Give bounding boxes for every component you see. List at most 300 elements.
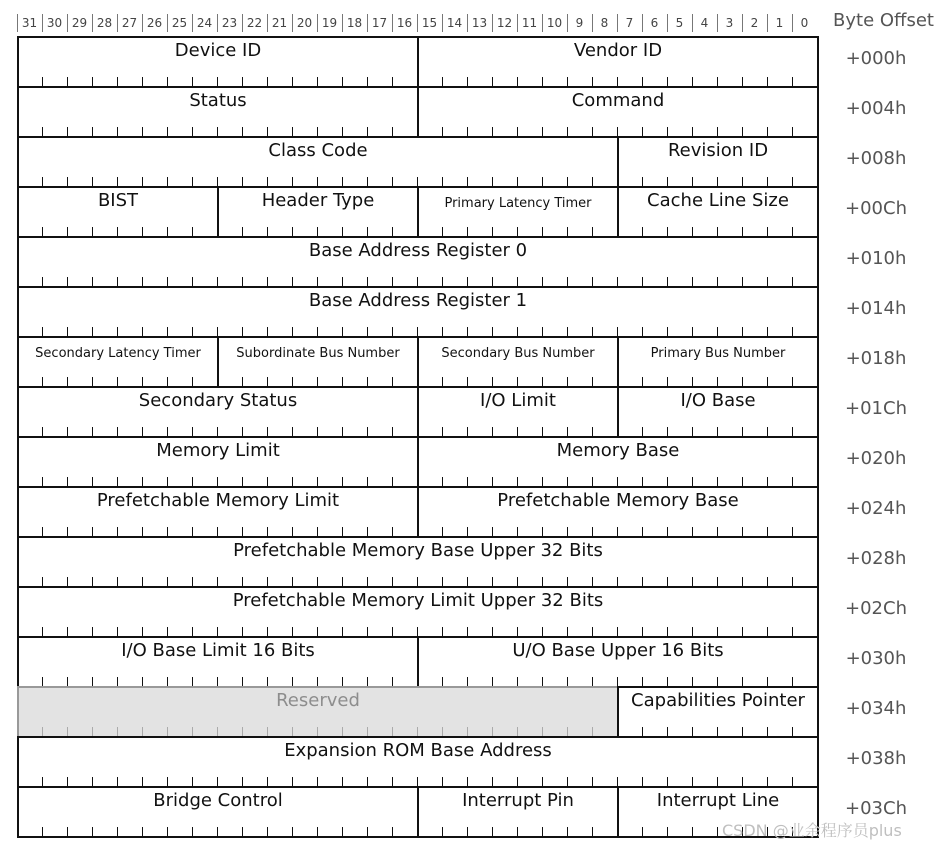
bit-tick <box>192 527 193 536</box>
bit-tick <box>42 577 43 586</box>
bit-tick <box>242 677 243 686</box>
field-label: Prefetchable Memory Limit Upper 32 Bits <box>232 590 604 611</box>
bit-separator <box>442 14 443 32</box>
bit-tick <box>442 177 443 186</box>
bit-tick <box>367 727 368 736</box>
bit-tick <box>292 177 293 186</box>
bit-tick <box>567 827 568 836</box>
bit-tick <box>542 227 543 236</box>
bit-tick <box>142 277 143 286</box>
field-label: Bridge Control <box>153 790 283 811</box>
bit-tick <box>717 477 718 486</box>
bit-tick <box>567 527 568 536</box>
bit-tick <box>242 77 243 86</box>
bit-separator <box>192 14 193 32</box>
bit-tick <box>492 477 493 486</box>
bit-tick <box>217 827 218 836</box>
bit-tick <box>92 327 93 336</box>
bit-tick <box>117 277 118 286</box>
bit-tick <box>567 727 568 736</box>
bit-separator <box>467 14 468 32</box>
bit-tick <box>492 577 493 586</box>
bit-separator <box>567 14 568 32</box>
bit-tick <box>642 327 643 336</box>
register-field <box>17 36 419 88</box>
bit-tick <box>317 477 318 486</box>
bit-tick <box>292 277 293 286</box>
bit-tick <box>117 577 118 586</box>
bit-tick <box>92 127 93 136</box>
bit-tick <box>517 177 518 186</box>
bit-tick <box>717 377 718 386</box>
bit-tick <box>92 677 93 686</box>
bit-tick <box>117 627 118 636</box>
bit-tick <box>192 827 193 836</box>
bit-tick <box>642 77 643 86</box>
field-label: Memory Limit <box>156 440 280 461</box>
field-label: Interrupt Line <box>656 790 780 811</box>
bit-number: 2 <box>750 16 759 30</box>
bit-tick <box>42 527 43 536</box>
bit-tick <box>542 377 543 386</box>
bit-tick <box>442 577 443 586</box>
register-field <box>17 486 419 538</box>
register-field <box>617 686 819 738</box>
bit-tick <box>492 127 493 136</box>
bit-tick <box>667 327 668 336</box>
bit-tick <box>142 827 143 836</box>
bit-tick <box>542 177 543 186</box>
bit-tick <box>642 727 643 736</box>
bit-tick <box>792 177 793 186</box>
bit-number: 30 <box>46 16 63 30</box>
bit-tick <box>392 77 393 86</box>
bit-tick <box>292 477 293 486</box>
bit-tick <box>442 777 443 786</box>
bit-separator <box>142 14 143 32</box>
bit-separator <box>792 14 793 32</box>
bit-tick <box>792 227 793 236</box>
bit-tick <box>742 277 743 286</box>
bit-tick <box>217 727 218 736</box>
bit-tick <box>642 127 643 136</box>
bit-separator <box>167 14 168 32</box>
field-label: Secondary Latency Timer <box>35 346 201 361</box>
bit-tick <box>267 177 268 186</box>
bit-tick <box>117 827 118 836</box>
bit-tick <box>792 277 793 286</box>
bit-tick <box>767 427 768 436</box>
bit-tick <box>717 427 718 436</box>
bit-tick <box>467 827 468 836</box>
bit-tick <box>467 527 468 536</box>
bit-tick <box>792 327 793 336</box>
bit-number: 27 <box>121 16 138 30</box>
register-field <box>417 36 819 88</box>
field-label: Capabilities Pointer <box>631 690 805 711</box>
register-field <box>417 636 819 688</box>
bit-tick <box>492 627 493 636</box>
field-label: U/O Base Upper 16 Bits <box>512 640 724 661</box>
bit-number: 31 <box>21 16 38 30</box>
bit-number: 29 <box>71 16 88 30</box>
bit-tick <box>767 727 768 736</box>
bit-tick <box>467 327 468 336</box>
bit-tick <box>142 177 143 186</box>
bit-tick <box>92 427 93 436</box>
bit-tick <box>667 77 668 86</box>
bit-tick <box>442 77 443 86</box>
watermark: CSDN @业余程序员plus <box>722 821 902 840</box>
field-label: Device ID <box>174 40 262 61</box>
register-field <box>217 336 419 388</box>
bit-tick <box>542 777 543 786</box>
bit-tick <box>542 277 543 286</box>
bit-tick <box>167 577 168 586</box>
bit-tick <box>517 277 518 286</box>
bit-tick <box>592 827 593 836</box>
bit-tick <box>267 427 268 436</box>
bit-tick <box>667 727 668 736</box>
bit-tick <box>517 677 518 686</box>
bit-number: 28 <box>96 16 113 30</box>
bit-tick <box>117 377 118 386</box>
bit-tick <box>742 177 743 186</box>
bit-tick <box>367 127 368 136</box>
bit-tick <box>242 427 243 436</box>
bit-tick <box>342 177 343 186</box>
bit-tick <box>442 377 443 386</box>
bit-tick <box>92 477 93 486</box>
bit-tick <box>642 427 643 436</box>
field-label: Revision ID <box>667 140 769 161</box>
byte-offset-label: +038h <box>845 748 907 769</box>
bit-tick <box>492 77 493 86</box>
bit-tick <box>667 177 668 186</box>
bit-tick <box>242 627 243 636</box>
bit-tick <box>667 527 668 536</box>
bit-tick <box>792 627 793 636</box>
bit-tick <box>242 177 243 186</box>
bit-tick <box>317 327 318 336</box>
bit-separator <box>767 14 768 32</box>
bit-tick <box>192 177 193 186</box>
field-label: Prefetchable Memory Base <box>497 490 739 511</box>
bit-tick <box>792 677 793 686</box>
bit-separator <box>692 14 693 32</box>
byte-offset-label: +004h <box>845 98 907 119</box>
bit-tick <box>692 677 693 686</box>
bit-tick <box>692 827 693 836</box>
bit-tick <box>467 227 468 236</box>
bit-tick <box>292 77 293 86</box>
bit-tick <box>442 527 443 536</box>
bit-tick <box>592 277 593 286</box>
bit-tick <box>192 277 193 286</box>
bit-tick <box>667 227 668 236</box>
register-field <box>17 586 819 638</box>
bit-tick <box>242 127 243 136</box>
bit-tick <box>92 277 93 286</box>
field-label: Secondary Status <box>138 390 298 411</box>
bit-tick <box>117 677 118 686</box>
bit-tick <box>767 177 768 186</box>
bit-tick <box>142 527 143 536</box>
field-label: Prefetchable Memory Limit <box>96 490 340 511</box>
bit-tick <box>742 527 743 536</box>
bit-number: 4 <box>700 16 709 30</box>
field-label: Memory Base <box>556 440 680 461</box>
field-label: Class Code <box>268 140 368 161</box>
bit-tick <box>792 777 793 786</box>
bit-tick <box>742 227 743 236</box>
bit-tick <box>667 677 668 686</box>
bit-tick <box>317 77 318 86</box>
bit-tick <box>267 227 268 236</box>
byte-offset-label: +000h <box>845 48 907 69</box>
bit-separator <box>642 14 643 32</box>
bit-tick <box>467 177 468 186</box>
bit-tick <box>467 777 468 786</box>
bit-tick <box>267 377 268 386</box>
bit-number: 3 <box>725 16 734 30</box>
bit-number: 1 <box>775 16 784 30</box>
field-label: Status <box>189 90 247 111</box>
bit-tick <box>692 777 693 786</box>
bit-tick <box>542 127 543 136</box>
bit-tick <box>217 327 218 336</box>
register-field <box>17 386 419 438</box>
bit-tick <box>717 277 718 286</box>
bit-tick <box>167 127 168 136</box>
bit-tick <box>492 227 493 236</box>
bit-tick <box>542 827 543 836</box>
bit-separator <box>92 14 93 32</box>
bit-tick <box>217 527 218 536</box>
field-label: BIST <box>97 190 139 211</box>
bit-tick <box>592 377 593 386</box>
bit-tick <box>267 627 268 636</box>
bit-tick <box>717 327 718 336</box>
bit-tick <box>392 577 393 586</box>
bit-tick <box>492 377 493 386</box>
bit-tick <box>442 327 443 336</box>
bit-tick <box>742 677 743 686</box>
bit-tick <box>167 177 168 186</box>
field-label: Prefetchable Memory Base Upper 32 Bits <box>233 540 603 561</box>
field-label: Base Address Register 0 <box>308 240 528 261</box>
bit-tick <box>692 227 693 236</box>
bit-tick <box>567 627 568 636</box>
bit-tick <box>692 727 693 736</box>
bit-tick <box>167 77 168 86</box>
bit-separator <box>17 14 18 32</box>
bit-tick <box>542 677 543 686</box>
bit-tick <box>642 777 643 786</box>
byte-offset-label: +00Ch <box>845 198 907 219</box>
bit-tick <box>417 627 418 636</box>
bit-tick <box>642 677 643 686</box>
bit-tick <box>442 427 443 436</box>
bit-separator <box>117 14 118 32</box>
register-field <box>17 336 219 388</box>
bit-number: 16 <box>396 16 413 30</box>
bit-tick <box>592 327 593 336</box>
bit-tick <box>392 277 393 286</box>
field-label: Subordinate Bus Number <box>236 346 400 361</box>
bit-separator <box>492 14 493 32</box>
bit-tick <box>667 827 668 836</box>
bit-tick <box>342 577 343 586</box>
bit-tick <box>442 227 443 236</box>
bit-tick <box>392 377 393 386</box>
bit-tick <box>542 77 543 86</box>
bit-tick <box>267 77 268 86</box>
field-label: Primary Bus Number <box>650 346 786 361</box>
bit-tick <box>317 827 318 836</box>
bit-tick <box>717 677 718 686</box>
bit-number: 12 <box>496 16 513 30</box>
byte-offset-label: +03Ch <box>845 798 907 819</box>
bit-tick <box>617 477 618 486</box>
bit-tick <box>742 427 743 436</box>
bit-tick <box>192 677 193 686</box>
bit-tick <box>42 377 43 386</box>
byte-offset-label: +020h <box>845 448 907 469</box>
bit-tick <box>267 477 268 486</box>
bit-tick <box>142 327 143 336</box>
bit-tick <box>417 727 418 736</box>
bit-tick <box>342 127 343 136</box>
bit-tick <box>167 377 168 386</box>
bit-tick <box>242 527 243 536</box>
bit-number: 0 <box>800 16 809 30</box>
bit-tick <box>767 777 768 786</box>
bit-number: 7 <box>625 16 634 30</box>
bit-tick <box>567 277 568 286</box>
bit-tick <box>367 527 368 536</box>
bit-tick <box>242 727 243 736</box>
byte-offset-label: +024h <box>845 498 907 519</box>
bit-tick <box>692 277 693 286</box>
register-field <box>417 86 819 138</box>
bit-tick <box>292 777 293 786</box>
bit-tick <box>567 227 568 236</box>
bit-tick <box>767 477 768 486</box>
bit-tick <box>767 77 768 86</box>
bit-tick <box>367 827 368 836</box>
bit-tick <box>217 477 218 486</box>
bit-tick <box>192 127 193 136</box>
bit-tick <box>617 127 618 136</box>
bit-tick <box>292 577 293 586</box>
bit-tick <box>167 227 168 236</box>
bit-tick <box>442 277 443 286</box>
bit-tick <box>542 577 543 586</box>
bit-tick <box>292 627 293 636</box>
bit-tick <box>367 627 368 636</box>
byte-offset-label: +008h <box>845 148 907 169</box>
bit-tick <box>517 127 518 136</box>
bit-tick <box>567 427 568 436</box>
bit-tick <box>792 77 793 86</box>
bit-tick <box>242 277 243 286</box>
bit-number: 6 <box>650 16 659 30</box>
bit-tick <box>192 777 193 786</box>
bit-tick <box>317 377 318 386</box>
bit-tick <box>642 627 643 636</box>
bit-number: 26 <box>146 16 163 30</box>
bit-tick <box>42 677 43 686</box>
bit-tick <box>492 677 493 686</box>
bit-tick <box>467 77 468 86</box>
register-field <box>417 386 619 438</box>
bit-tick <box>317 177 318 186</box>
bit-tick <box>717 777 718 786</box>
bit-tick <box>42 827 43 836</box>
bit-tick <box>392 627 393 636</box>
bit-tick <box>517 327 518 336</box>
register-field <box>17 286 819 338</box>
bit-tick <box>742 777 743 786</box>
bit-separator <box>342 14 343 32</box>
bit-tick <box>42 127 43 136</box>
bit-tick <box>117 727 118 736</box>
bit-number: 21 <box>271 16 288 30</box>
bit-tick <box>292 227 293 236</box>
field-label: Base Address Register 1 <box>308 290 528 311</box>
bit-tick <box>117 227 118 236</box>
bit-tick <box>542 327 543 336</box>
bit-tick <box>42 177 43 186</box>
bit-tick <box>267 127 268 136</box>
bit-tick <box>742 477 743 486</box>
bit-tick <box>142 627 143 636</box>
bit-separator <box>617 14 618 32</box>
bit-tick <box>542 427 543 436</box>
bit-tick <box>367 477 368 486</box>
bit-tick <box>167 477 168 486</box>
bit-tick <box>67 527 68 536</box>
bit-tick <box>117 477 118 486</box>
bit-tick <box>467 577 468 586</box>
bit-tick <box>92 727 93 736</box>
bit-number: 10 <box>546 16 563 30</box>
bit-tick <box>392 427 393 436</box>
bit-tick <box>367 677 368 686</box>
bit-tick <box>217 627 218 636</box>
bit-tick <box>442 727 443 736</box>
bit-number: 11 <box>521 16 538 30</box>
bit-tick <box>642 577 643 586</box>
bit-tick <box>517 77 518 86</box>
bit-tick <box>42 727 43 736</box>
bit-tick <box>92 77 93 86</box>
bit-tick <box>692 377 693 386</box>
bit-tick <box>317 127 318 136</box>
bit-tick <box>317 577 318 586</box>
bit-tick <box>517 377 518 386</box>
bit-tick <box>242 227 243 236</box>
bit-tick <box>292 527 293 536</box>
bit-tick <box>92 577 93 586</box>
bit-tick <box>467 277 468 286</box>
bit-tick <box>292 727 293 736</box>
bit-tick <box>142 227 143 236</box>
bit-tick <box>692 627 693 636</box>
bit-tick <box>242 777 243 786</box>
bit-tick <box>67 427 68 436</box>
